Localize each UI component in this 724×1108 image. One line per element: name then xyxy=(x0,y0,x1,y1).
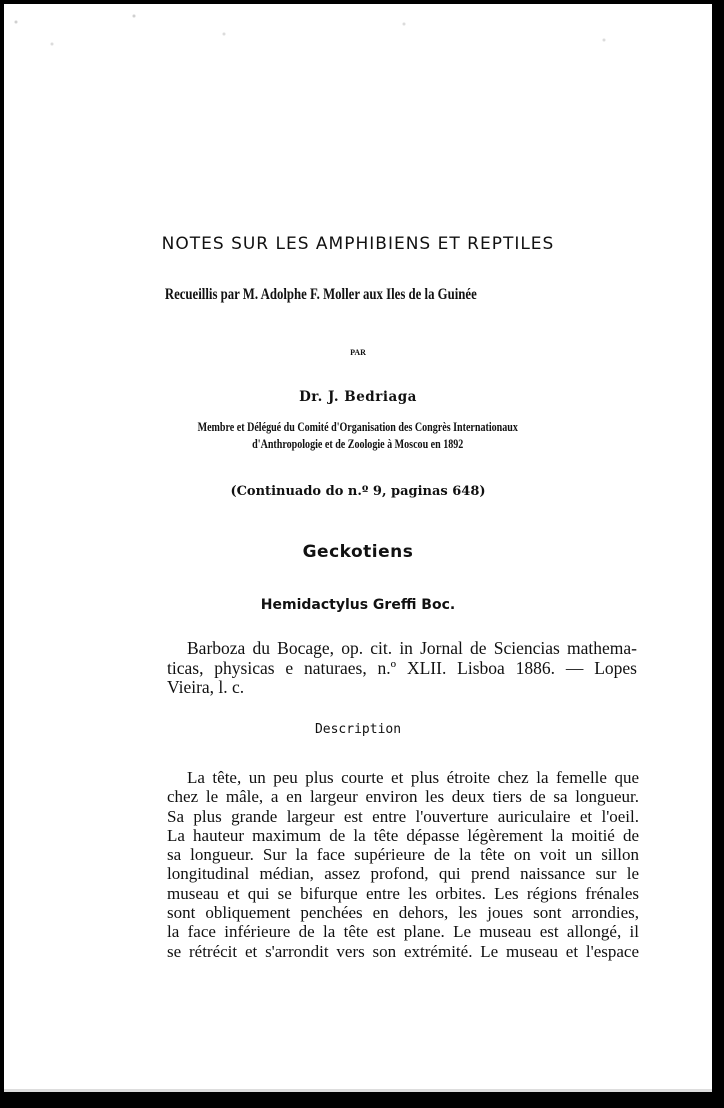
body-line: sa longueur. Sur la face supérieure de la tête on voit un sillon xyxy=(167,845,639,865)
scanned-page xyxy=(4,4,712,1092)
body-line: La hauteur maximum de la tête dépasse légèrement la moitié de xyxy=(167,825,639,845)
section-title: Geckotiens xyxy=(302,542,414,562)
body-line: se rétrécit et s'arrondit vers son extrémité. Le museau et l'espace xyxy=(167,941,639,961)
scan-noise xyxy=(4,4,712,74)
body-line: museau et qui se bifurque entre les orbites. Les régions frénales xyxy=(167,883,639,903)
reference-line: Vieira, l. c. xyxy=(167,677,245,697)
body-line: la face inférieure de la tête est plane. Le museau est allongé, il xyxy=(167,922,639,942)
reference-paragraph xyxy=(167,639,637,698)
body-line: longitudinal médian, assez profond, qui prend naissance sur le xyxy=(167,864,639,884)
by-label: PAR xyxy=(350,348,366,357)
continuation-note: (Continuado do n.º 9, paginas 648) xyxy=(230,484,486,499)
reference-line: ticas, physicas e naturaes, n.º XLII. Lisboa 1886. — Lopes xyxy=(167,657,637,678)
reference-line: Barboza du Bocage, op. cit. in Jornal de Sciencias mathema- xyxy=(187,638,637,658)
author-affiliation-line-2: d'Anthropologie et de Zoologie à Moscou en 1892 xyxy=(252,437,464,451)
article-subtitle: Recueillis par M. Adolphe F. Moller aux Iles de la Guinée xyxy=(164,286,477,303)
body-line: chez le mâle, a en largeur environ les deux tiers de sa longueur. xyxy=(167,787,639,807)
article-title: NOTES SUR LES AMPHIBIENS ET REPTILES xyxy=(161,234,555,254)
body-line: Sa plus grande largeur est entre l'ouverture auriculaire et l'oeil. xyxy=(167,806,639,826)
author-name: Dr. J. Bedriaga xyxy=(299,389,417,405)
body-line: La tête, un peu plus courte et plus étroite chez la femelle que xyxy=(187,768,639,787)
author-affiliation-line-1: Membre et Délégué du Comité d'Organisation des Congrès Internationaux xyxy=(197,420,518,434)
page-bottom-edge xyxy=(4,1089,712,1092)
species-title: Hemidactylus Greffi Boc. xyxy=(260,597,456,613)
body-line: sont obliquement penchées en dehors, les joues sont arrondies, xyxy=(167,903,639,923)
description-paragraph xyxy=(167,768,639,961)
description-heading: Description xyxy=(314,722,402,737)
